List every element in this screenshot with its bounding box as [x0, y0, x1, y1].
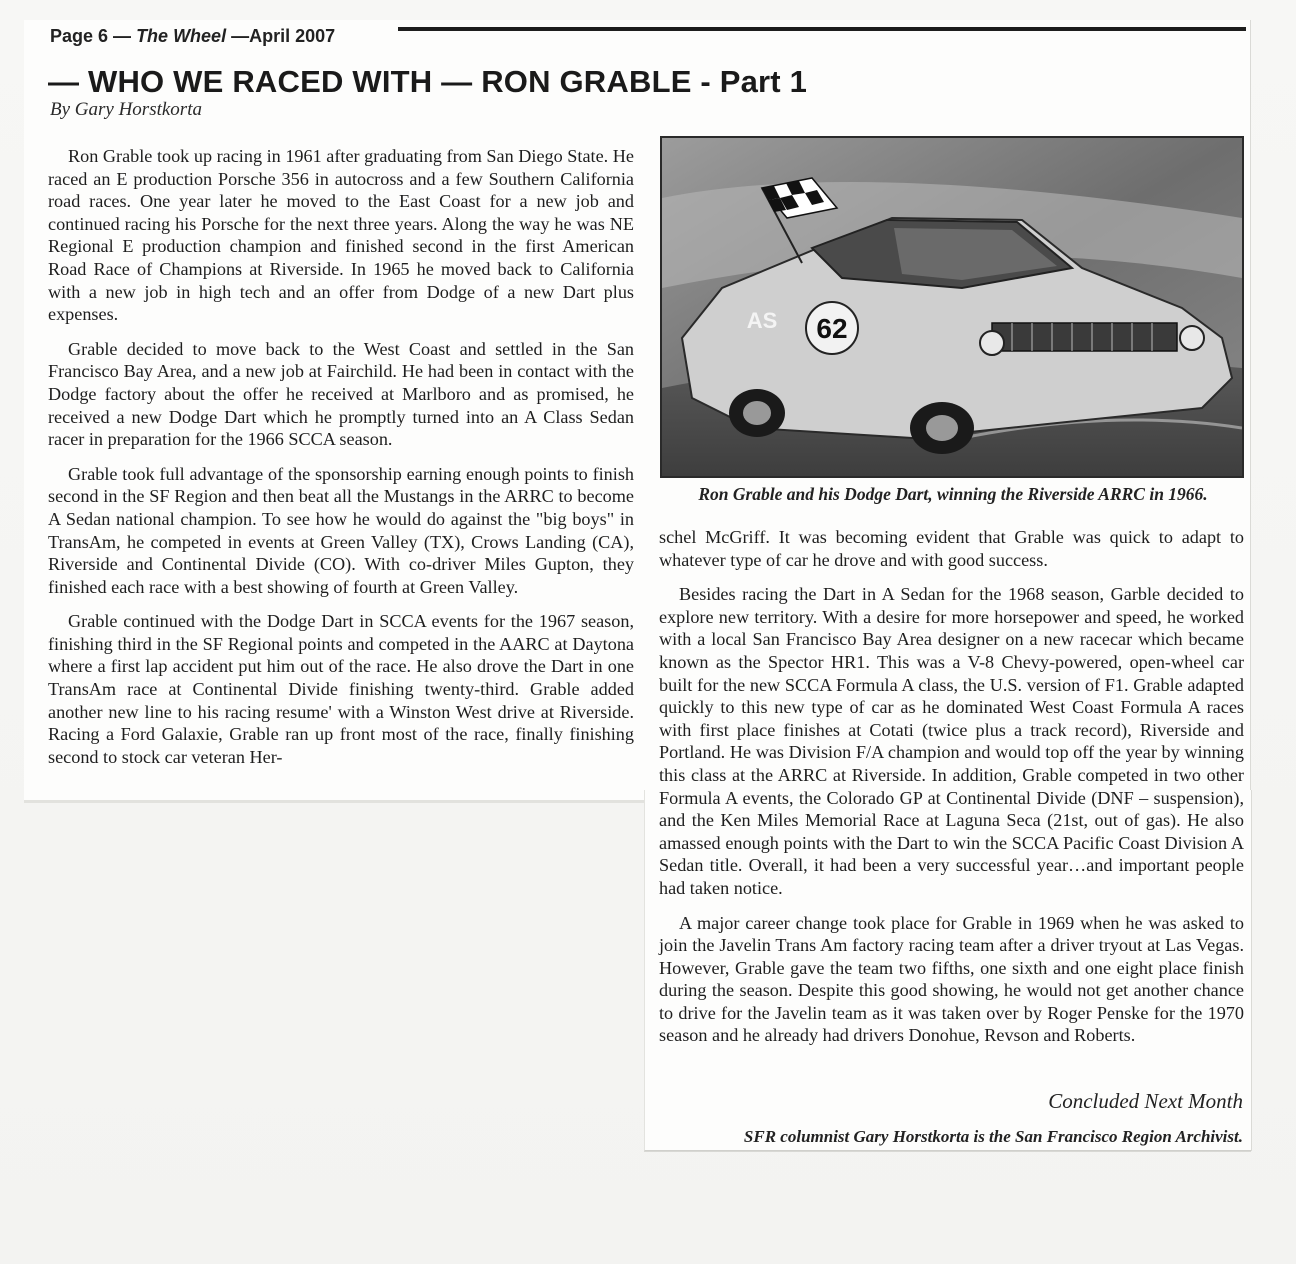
paragraph: A major career change took place for Grable in 1969 when he was asked to join the Javelin Trans Am factory racing team after a driver tryout at Las Vegas. However, Grable gave the team two fifths, one sixth and one eight place finish during the season. Despite this good showing, he would not get another chance to drive for the Javelin team as it was taken over by Roger Penske for the 1970 season and he already had drivers Donohue, Revson and Roberts. — [659, 912, 1244, 1046]
article-title: — WHO WE RACED WITH — RON GRABLE - Part 1 — [48, 64, 808, 99]
article-column-left — [48, 145, 634, 780]
race-car-illustration — [662, 138, 1242, 476]
author-note: SFR columnist Gary Horstkorta is the San Francisco Region Archivist. — [743, 1127, 1243, 1146]
paragraph: Grable took full advantage of the sponsorship earning enough points to finish second in the SF Region and then beat all the Mustangs in the ARRC to become A Sedan national champion. To see how he would do against the "big boys" in TransAm, he competed in events at Green Valley (TX), Crows Landing (CA), Riverside and Continental Divide (CO). With co-driver Miles Gupton, they finished each race with a best showing of fourth at Green Valley. — [48, 463, 634, 597]
car-number-text: 62 — [816, 313, 848, 344]
header-rule — [398, 27, 1246, 31]
header-publication: The Wheel — [136, 26, 227, 46]
header-page: Page 6 — [50, 26, 109, 46]
race-car-photo — [660, 136, 1244, 478]
paragraph: Besides racing the Dart in A Sedan for the 1968 season, Garble decided to explore new territory. With a desire for more horsepower and speed, he worked with a local San Francisco Bay Area designer on a new racecar which became known as the Spector HR1. This was a V-8 Chevy-powered, open-wheel car built for the new SCCA Formula A class, the U.S. version of F1. Grable adapted quickly to this new type of car as he dominated West Coast Formula A races with first place finishes at Cotati (twice plus a track record), Riverside and Portland. He was Division F/A champion and would top off the year by winning this class at the ARRC at Riverside. In addition, Grable competed in two other Formula A events, the Colorado GP at Continental Divide (DNF – suspension), and the Ken Miles Memorial Race at Laguna Seca (21st, out of gas). He also amassed enough points with the Dart to win the SCCA Pacific Coast Division A Sedan title. Overall, it had been a very successful year…and important people had taken notice. — [659, 584, 1244, 898]
paragraph: Ron Grable took up racing in 1961 after graduating from San Diego State. He raced an E production Porsche 356 in autocross and a few Southern California road races. One year later he moved to the East Coast for a new job and continued racing his Porsche for the next three years. Along the way he was NE Regional E production champion and finished second in the first American Road Race of Champions at Riverside. In 1965 he moved back to California with a new job in high tech and an offer from Dodge of a new Dart plus expenses. — [48, 146, 634, 325]
paragraph: Grable decided to move back to the West Coast and settled in the San Francisco Bay Area, and a new job at Fairchild. He had been in contact with the Dodge factory about the offer he received at Marlboro and as promised, he received a new Dodge Dart which he promptly turned into an A Class Sedan racer in preparation for the 1966 SCCA season. — [48, 338, 634, 450]
car-class-text: AS — [746, 308, 778, 333]
paragraph: Grable continued with the Dodge Dart in SCCA events for the 1967 season, finishing third in the SF Regional points and competed in the AARC at Daytona where a first lap accident put him out of the race. He also drove the Dart in one TransAm race at Continental Divide finishing twenty-third. Grable added another new line to his racing resume' with a Winston West drive at Riverside. Racing a Ford Galaxie, Grable ran up front most of the race, finally finishing second to stock car veteran Her- — [48, 611, 634, 767]
clipping-edge-shadow — [24, 800, 644, 803]
header-date: April 2007 — [249, 26, 336, 46]
photo-caption: Ron Grable and his Dodge Dart, winning the Riverside ARRC in 1966. — [698, 484, 1208, 504]
article-byline: By Gary Horstkorta — [50, 99, 202, 120]
paragraph: schel McGriff. It was becoming evident that Grable was quick to adapt to whatever type of car he drove and with good success. — [659, 527, 1244, 570]
header-text: Page 6 — The Wheel —April 2007 — [50, 26, 336, 46]
concluded-next-month: Concluded Next Month — [1048, 1089, 1243, 1113]
article-column-right — [659, 526, 1244, 1059]
